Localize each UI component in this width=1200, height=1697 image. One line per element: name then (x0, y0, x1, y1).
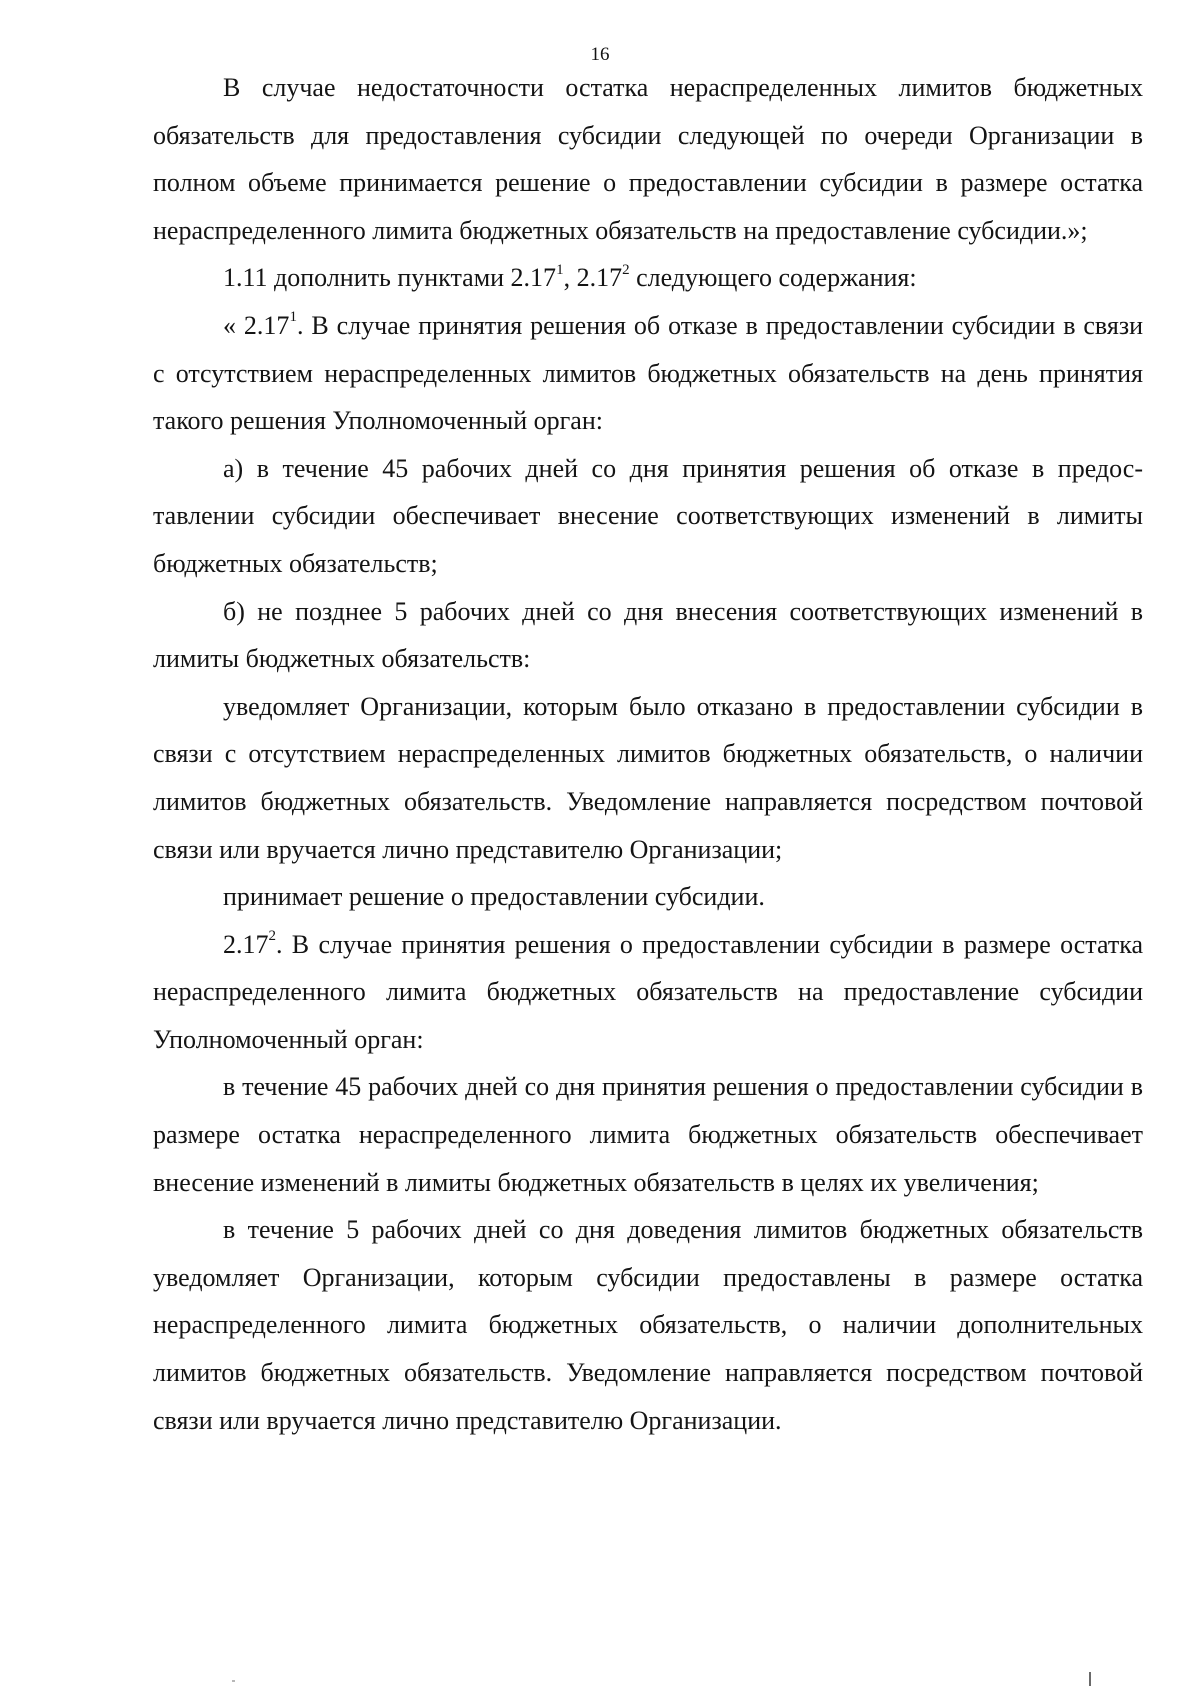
paragraph-clause-2-17-2 (153, 921, 1143, 1064)
document-body (153, 64, 1143, 1444)
paragraph-within-45-days: в течение 45 рабочих дней со дня принятия решения о предоставлении субсидии в размере остатка нераспределенного лимита бюджетных обязательств обеспечивает внесение изменений в лимиты бюджетных обязательств в целях их увеличения; (153, 1072, 1143, 1197)
clause-text: . В случае принятия решения о предоставлении субсидии в размере остатка нераспределенного лимита бюджетных обязательств на предоставление субсидии Уполномоченный орган: (153, 929, 1143, 1054)
paragraph-within-5-days: в течение 5 рабочих дней со дня доведения лимитов бюджетных обязательств уведомляет Организации, которым субсидии предоставлены в размере остатка нераспределенного лимита бюджетных обязательств, о наличии дополнительных лимитов бюджетных обязательств. Уведомление направляется посредством почтовой связи или вручается лично представителю Организации. (153, 1215, 1143, 1435)
paragraph-clause-2-17-1 (153, 302, 1143, 445)
clause-text: . В случае принятия решения об отказе в предоставлении субсидии в связи с отсутствием нераспределенных лимитов бюджетных обязательств на день принятия такого решения Уполномоченный орган: (153, 310, 1144, 436)
clause-superscript: 2 (268, 928, 276, 945)
clause-superscript: 1 (289, 309, 297, 326)
paragraph-notifies-organizations: уведомляет Организации, которым было отказано в предоставлении субсидии в связи с отсутствием нераспределенных лимитов бюджетных обязательств, о наличии лимитов бюджетных обязательств. Уведомление направляется посредством почтовой связи или вручается лично представителю Организации; (153, 691, 1143, 864)
paragraph-insufficient-limits: В случае недостаточности остатка нераспределенных лимитов бюджетных обязательств для предоставления субсидии следующей по очереди Организации в полном объеме принимается решение о предоставлении субсидии в размере остатка нераспределенного лимита бюджетных обязательств на предоставление субсидии.»; (153, 73, 1143, 245)
amendment-text-middle: , 2.17 (563, 263, 623, 293)
paragraph-makes-decision: принимает решение о предоставлении субсидии. (223, 882, 765, 912)
page-number: 16 (590, 44, 610, 65)
clause-number: 2.17 (223, 929, 269, 959)
amendment-text-start: 1.11 дополнить пунктами 2.17 (223, 263, 557, 293)
clause-number: « 2.17 (223, 310, 290, 340)
scan-mark (1089, 1672, 1091, 1686)
paragraph-item-b: б) не позднее 5 рабочих дней со дня внесения соответствующих изменений в лимиты бюджетных обязательств: (153, 596, 1143, 674)
scan-mark (232, 1680, 235, 1682)
superscript-1: 1 (556, 261, 564, 278)
amendment-text-end: следующего содержания: (629, 263, 917, 293)
paragraph-item-a: а) в течение 45 рабочих дней со дня принятия решения об отказе в предоставлении субсидии обеспечивает внесение соответствующих изменений в лимиты бюджетных обязательств; (153, 453, 1143, 578)
paragraph-amendment-1-11 (153, 254, 1143, 302)
superscript-2: 2 (622, 261, 630, 278)
